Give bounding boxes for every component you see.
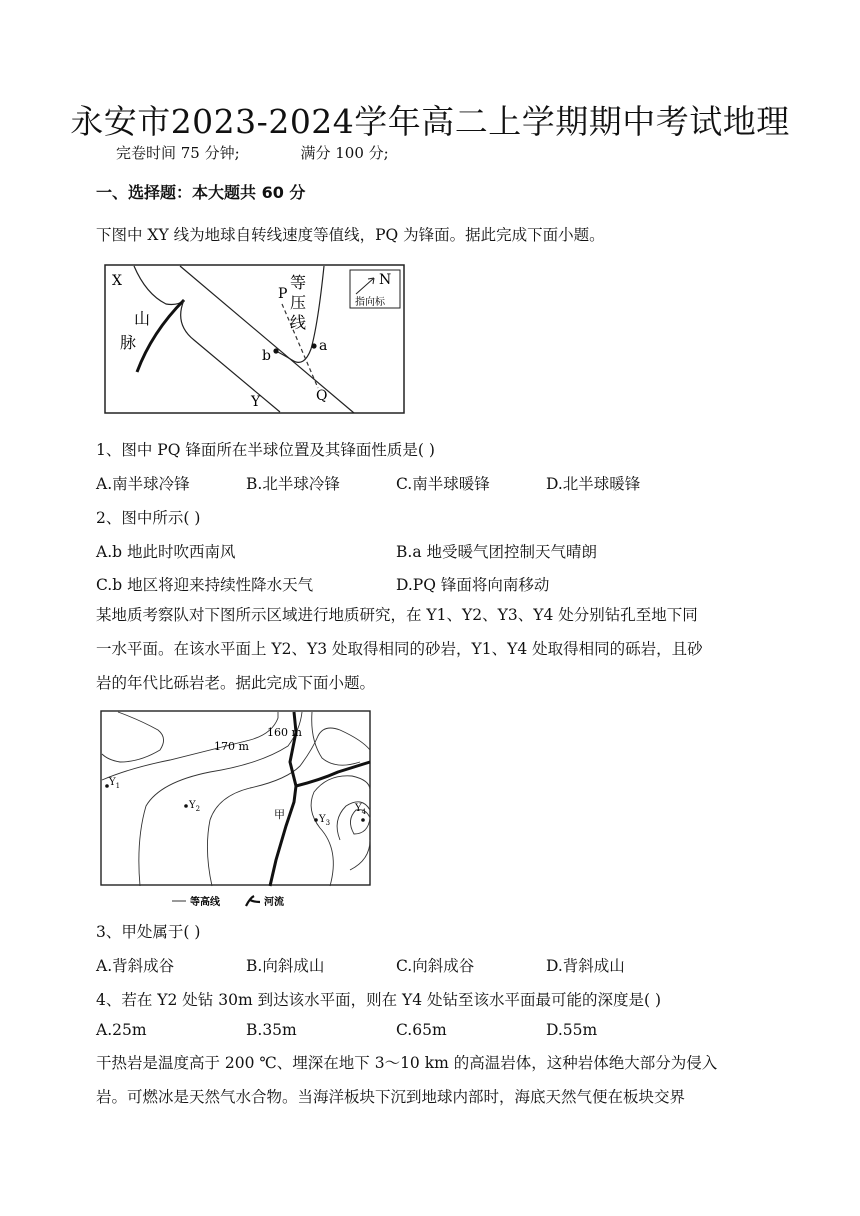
question-2-option-b[interactable]: B.a 地受暖气团控制天气晴朗	[396, 543, 597, 561]
label-jia: 甲	[274, 808, 285, 821]
intro-paragraph-1: 下图中 XY 线为地球自转线速度等值线，PQ 为锋面。据此完成下面小题。	[96, 226, 605, 244]
exam-meta	[116, 142, 389, 163]
compass-label: 指向标	[355, 297, 385, 308]
question-4-option-b[interactable]: B.35m	[246, 1021, 297, 1039]
question-3-option-b[interactable]: B.向斜成山	[246, 957, 325, 975]
point-y2	[184, 804, 188, 808]
label-y1: $Y_1$	[109, 777, 121, 790]
legend-contour-label: 等高线	[190, 897, 220, 908]
point-b	[273, 348, 278, 353]
question-1-option-d[interactable]: D.北半球暖锋	[546, 475, 641, 493]
label-y4: $Y_4$	[355, 803, 367, 816]
figure-contour-map	[100, 710, 372, 910]
point-y4	[361, 818, 365, 822]
question-4-option-a[interactable]: A.25m	[96, 1021, 147, 1039]
legend-river-swatch	[246, 896, 260, 906]
point-a	[311, 343, 316, 348]
label-y3: $Y_3$	[319, 814, 331, 827]
intro-paragraph-3-line-1: 干热岩是温度高于 200 ℃、埋深在地下 3～10 km 的高温岩体，这种岩体绝大部分为侵入	[96, 1054, 718, 1072]
isobar-char-3: 线	[290, 313, 307, 332]
point-y3	[314, 818, 318, 822]
question-3-option-a[interactable]: A.背斜成谷	[96, 957, 175, 975]
label-160m: 160 m	[267, 726, 302, 739]
intro-paragraph-3-line-2: 岩。可燃冰是天然气水合物。当海洋板块下沉到地球内部时，海底天然气便在板块交界	[96, 1088, 686, 1106]
section-heading: 一、选择题：本大题共 60 分	[96, 183, 306, 202]
question-1-option-c[interactable]: C.南半球暖锋	[396, 475, 490, 493]
exam-score: 满分 100 分;	[300, 144, 389, 162]
question-4-option-d[interactable]: D.55m	[546, 1021, 598, 1039]
question-2-option-d[interactable]: D.PQ 锋面将向南移动	[396, 576, 550, 594]
label-x: X	[112, 273, 122, 289]
isobar-char-1: 等	[290, 273, 307, 292]
legend-river-label: 河流	[264, 897, 284, 908]
question-2-stem: 2、图中所示( )	[96, 509, 201, 527]
exam-time: 完卷时间 75 分钟;	[116, 144, 240, 162]
question-1-option-a[interactable]: A.南半球冷锋	[96, 475, 190, 493]
intro-paragraph-2-line-1: 某地质考察队对下图所示区域进行地质研究，在 Y1、Y2、Y3、Y4 处分别钻孔至地下同	[96, 606, 698, 624]
intro-paragraph-2-line-3: 岩的年代比砾岩老。据此完成下面小题。	[96, 674, 376, 692]
question-3-stem: 3、甲处属于( )	[96, 923, 201, 941]
isobar-char-2: 压	[290, 293, 307, 312]
question-3-option-c[interactable]: C.向斜成谷	[396, 957, 475, 975]
question-4-stem: 4、若在 Y2 处钻 30m 到达该水平面，则在 Y4 处钻至该水平面最可能的深度是( )	[96, 991, 662, 1009]
mountain-char-1: 山	[134, 309, 151, 328]
question-3-option-d[interactable]: D.背斜成山	[546, 957, 625, 975]
question-1-stem: 1、图中 PQ 锋面所在半球位置及其锋面性质是( )	[96, 441, 435, 459]
intro-paragraph-2-line-2: 一水平面。在该水平面上 Y2、Y3 处取得相同的砂岩，Y1、Y4 处取得相同的砾岩，且砂	[96, 640, 703, 658]
label-y: Y	[251, 394, 261, 410]
question-1-option-b[interactable]: B.北半球冷锋	[246, 475, 340, 493]
label-170m: 170 m	[214, 740, 249, 753]
label-q: Q	[316, 388, 328, 404]
label-b: b	[262, 348, 271, 364]
label-a: a	[319, 338, 328, 354]
north-label: N	[379, 272, 392, 288]
question-2-option-a[interactable]: A.b 地此时吹西南风	[96, 543, 236, 561]
figure-front-map	[104, 264, 406, 416]
question-4-option-c[interactable]: C.65m	[396, 1021, 447, 1039]
label-p: P	[278, 286, 288, 302]
label-y2: $Y_2$	[189, 800, 201, 813]
exam-title: 永安市2023-2024学年高二上学期期中考试地理	[70, 102, 790, 141]
question-2-option-c[interactable]: C.b 地区将迎来持续性降水天气	[96, 576, 314, 594]
mountain-char-2: 脉	[120, 333, 137, 352]
